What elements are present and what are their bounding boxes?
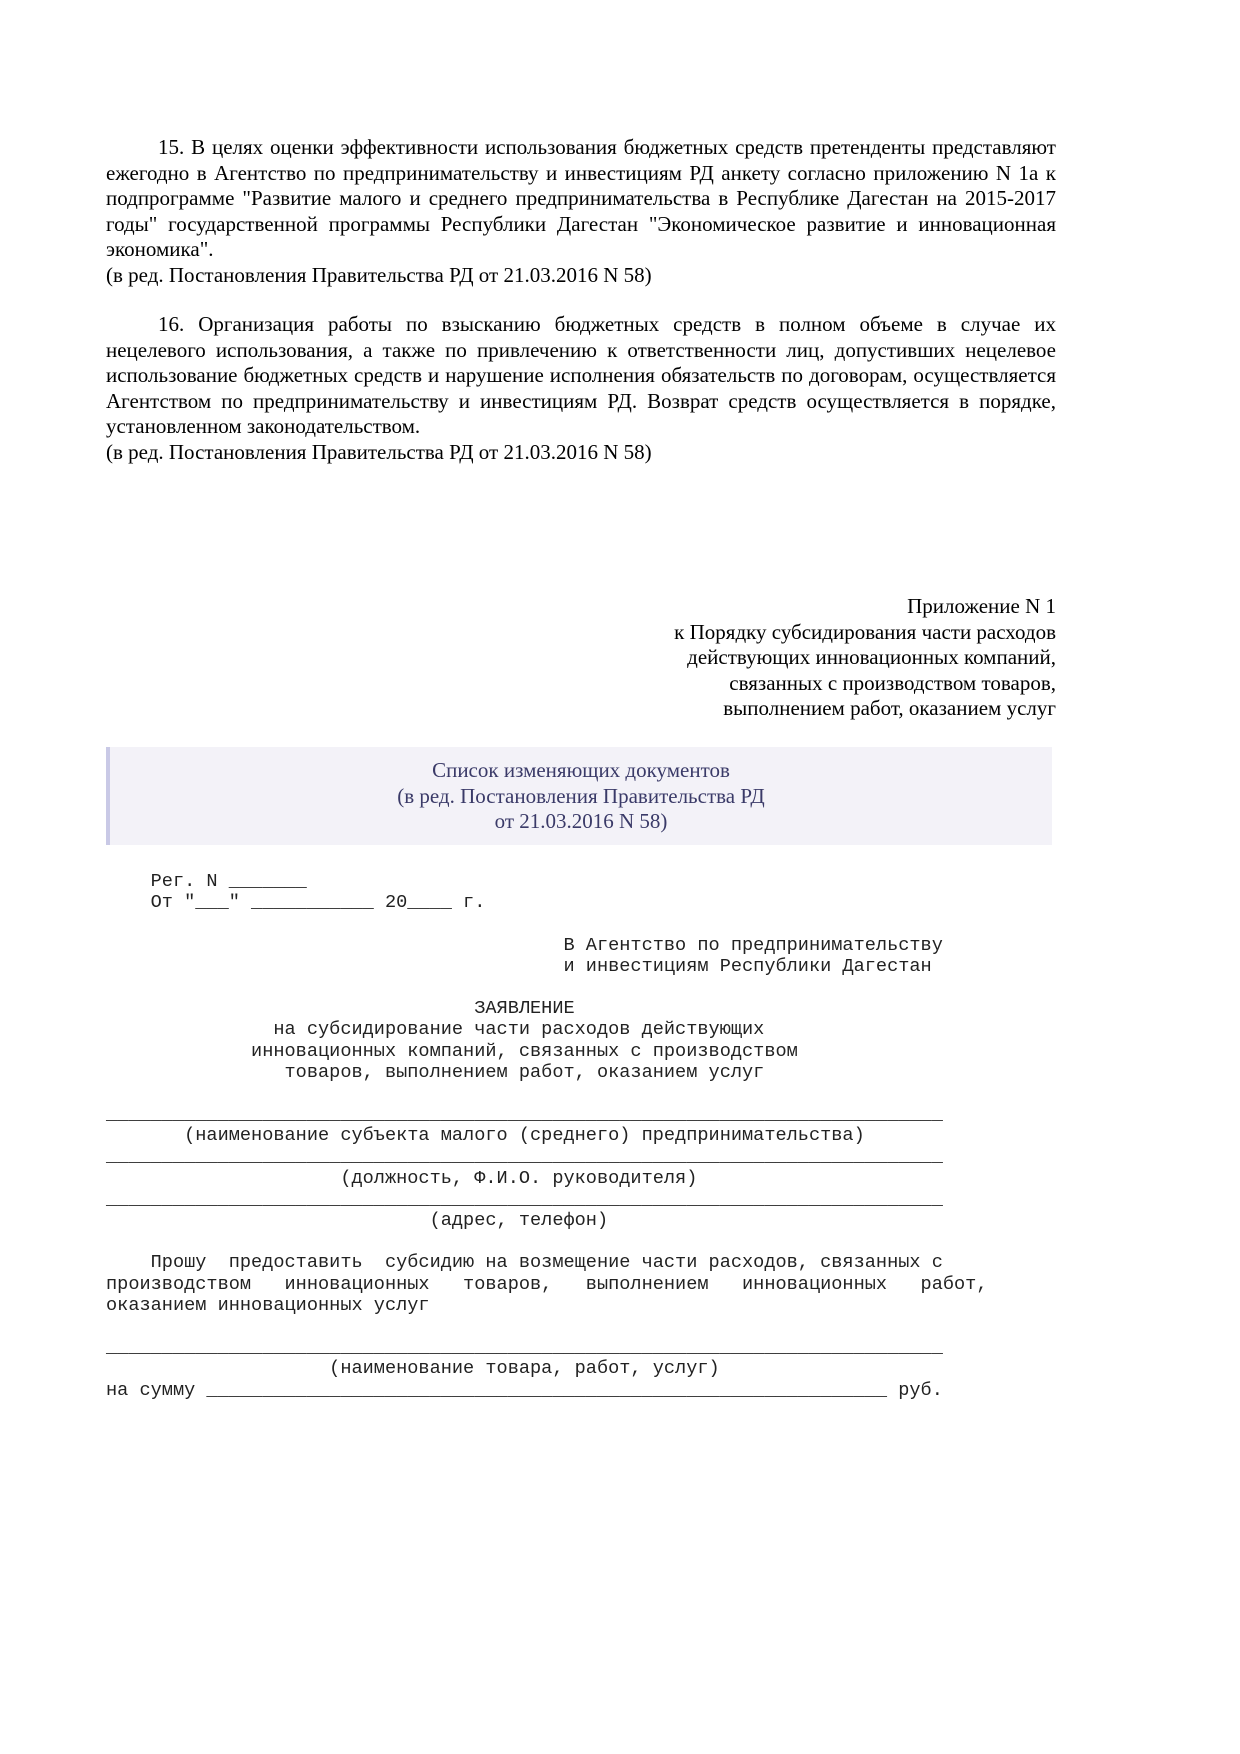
paragraph-15 <box>106 135 1056 289</box>
form-line <box>106 977 988 998</box>
paragraph-16-text: 16. Организация работы по взысканию бюджетных средств в полном объеме в случае их нецелевого использования, а также по привлечению к ответственности лиц, допустивших нецелевое использование бюджетных средств и нарушение исполнения обязательств по договорам, осуществляется Агентством по предпринимательству и инвестициям РД. Возврат средств осуществляется в порядке, установленном законодательством. <box>106 312 1056 439</box>
form-line <box>106 913 988 934</box>
form-line: (должность, Ф.И.О. руководителя) <box>106 1167 698 1189</box>
form-line <box>106 1083 988 1104</box>
form-line <box>106 1316 988 1337</box>
form-line: ___________________________________________________________________________ <box>106 1104 943 1126</box>
form-line: инновационных компаний, связанных с производством <box>106 1040 798 1062</box>
appendix-heading <box>600 594 1056 722</box>
form-line: на субсидирование части расходов действующих <box>106 1019 765 1041</box>
form-line: на сумму _____________________________________________________________ руб. <box>106 1379 943 1401</box>
form-line: оказанием инновационных услуг <box>106 1294 430 1316</box>
form-line: (наименование товара, работ, услуг) <box>106 1358 720 1380</box>
form-line: ___________________________________________________________________________ <box>106 1188 943 1210</box>
amending-documents-box <box>106 747 1052 845</box>
appendix-line: действующих инновационных компаний, <box>687 645 1056 670</box>
form-line: (наименование субъекта малого (среднего) предпринимательства) <box>106 1125 865 1147</box>
form-line <box>106 1231 988 1252</box>
form-line: ___________________________________________________________________________ <box>106 1337 943 1359</box>
changes-line: от 21.03.2016 N 58) <box>494 809 668 834</box>
form-line: ЗАЯВЛЕНИЕ <box>106 998 575 1020</box>
form-line: и инвестициям Республики Дагестан <box>106 955 932 977</box>
changes-title: Список изменяющих документов <box>432 758 730 782</box>
paragraph-15-text: 15. В целях оценки эффективности использования бюджетных средств претенденты представляют ежегодно в Агентство по предпринимательству и инвестициям РД анкету согласно приложению N 1а к подпрограмме "Развитие малого и среднего предпринимательства в Республике Дагестан на 2015-2017 годы" государственной программы Республики Дагестан "Экономическое развитие и инновационная экономика". <box>106 135 1056 262</box>
form-line: (адрес, телефон) <box>106 1210 609 1231</box>
changes-line: (в ред. Постановления Правительства РД <box>397 783 765 808</box>
paragraph-15-amendment-note: (в ред. Постановления Правительства РД от 21.03.2016 N 58) <box>106 262 652 287</box>
form-line: ___________________________________________________________________________ <box>106 1146 943 1168</box>
form-line: Прошу предоставить субсидию на возмещение части расходов, связанных с <box>106 1252 943 1274</box>
appendix-line: Приложение N 1 <box>907 594 1056 618</box>
form-line: производством инновационных товаров, выполнением инновационных работ, <box>106 1273 988 1295</box>
appendix-line: связанных с производством товаров, <box>729 670 1056 695</box>
appendix-line: к Порядку субсидирования части расходов <box>674 619 1056 644</box>
form-line: От "___" ___________ 20____ г. <box>106 892 486 914</box>
paragraph-16 <box>106 312 1056 466</box>
appendix-line: выполнением работ, оказанием услуг <box>723 696 1056 721</box>
application-form <box>106 871 988 1401</box>
form-line: В Агентство по предпринимательству <box>106 934 943 956</box>
form-line: Рег. N _______ <box>106 871 307 892</box>
paragraph-16-amendment-note: (в ред. Постановления Правительства РД от 21.03.2016 N 58) <box>106 439 652 464</box>
form-line: товаров, выполнением работ, оказанием услуг <box>106 1061 765 1083</box>
